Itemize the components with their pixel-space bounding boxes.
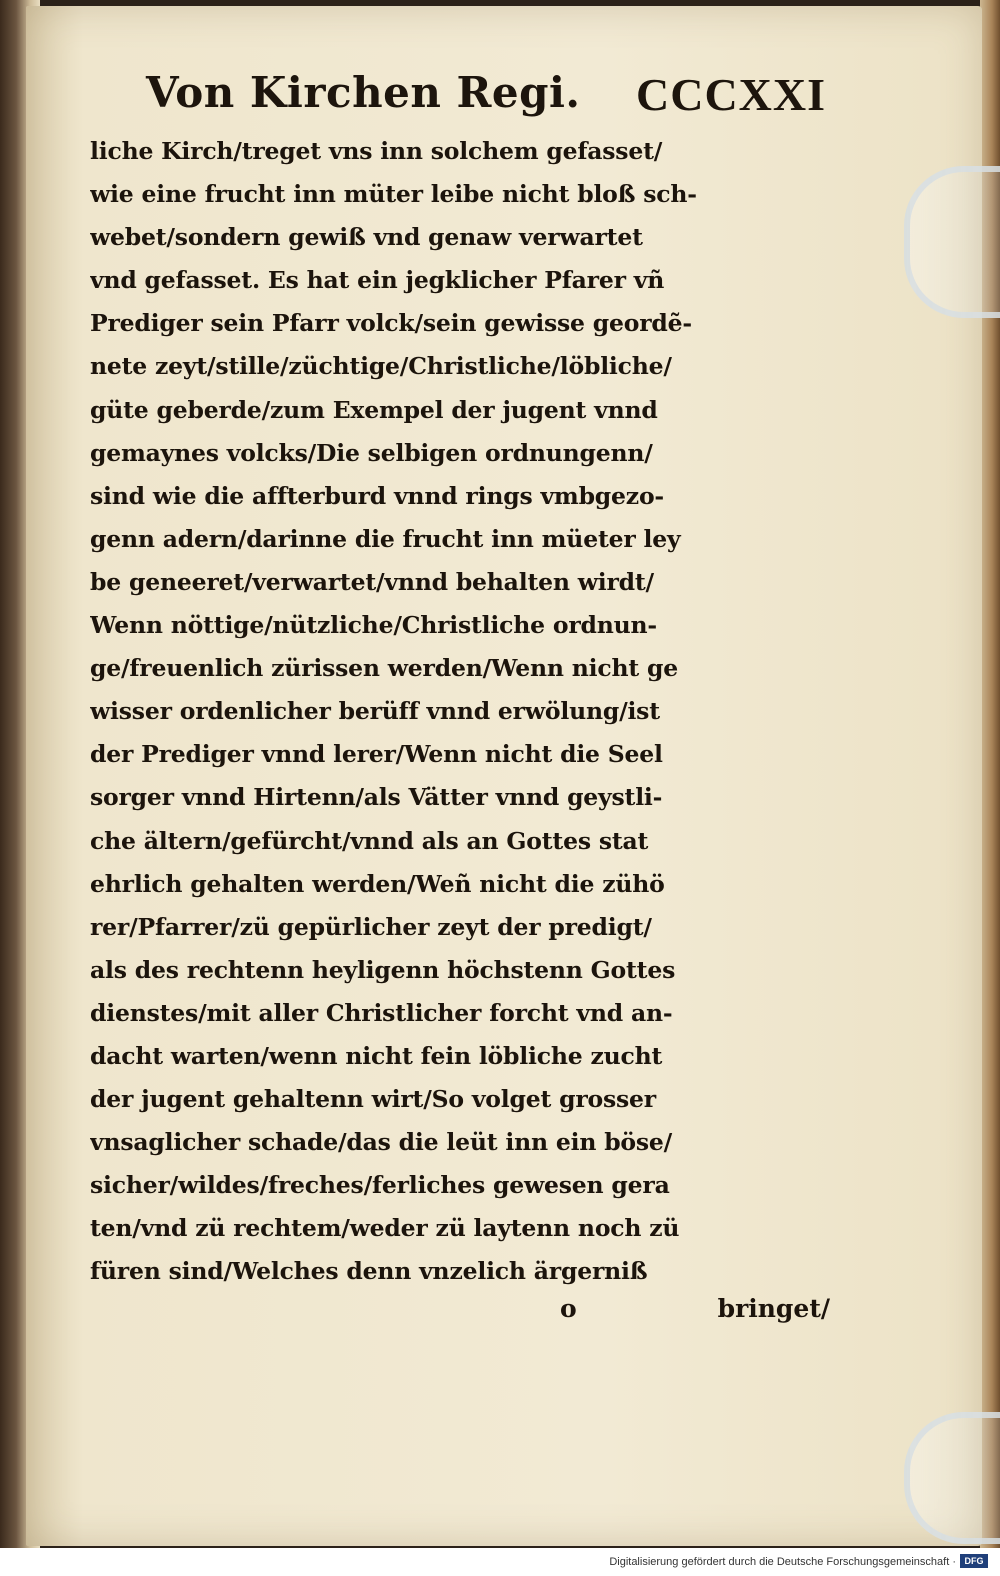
funding-credit: Digitalisierung gefördert durch die Deutsche Forschungsgemeinschaft · (609, 1556, 956, 1568)
text-line: sorger vnnd Hirtenn/als Vätter vnnd geystli- (90, 783, 663, 812)
dfg-logo-icon: DFG (960, 1554, 988, 1568)
text-line: ten/vnd zü rechtem/weder zü laytenn noch zü (90, 1214, 680, 1243)
text-line: sicher/wildes/freches/ferliches gewesen gera (90, 1171, 670, 1200)
text-line: genn adern/darinne die frucht inn müeter ley (90, 524, 681, 553)
text-line: gemaynes volcks/Die selbigen ordnungenn/ (90, 438, 653, 467)
signature-mark: o (560, 1294, 577, 1323)
text-line: der jugent gehaltenn wirt/So volget grosser (90, 1085, 656, 1114)
page-header (146, 68, 826, 128)
text-line: wie eine frucht inn müter leibe nicht bloß sch- (90, 180, 697, 209)
text-line: wisser ordenlicher berüff vnnd erwölung/ist (90, 697, 660, 726)
text-line: dienstes/mit aller Christlicher forcht vnd an- (90, 998, 673, 1027)
text-line: füren sind/Welches denn vnzelich ärgerniß (90, 1257, 648, 1286)
text-line: güte geberde/zum Exempel der jugent vnnd (90, 395, 658, 424)
text-line: vnsaglicher schade/das die leüt inn ein böse/ (90, 1128, 673, 1157)
running-head: Von Kirchen Regi. (146, 68, 581, 117)
text-line: be geneeret/verwartet/vnnd behalten wirdt/ (90, 567, 654, 596)
text-line: webet/sondern gewiß vnd genaw verwartet (90, 223, 643, 252)
text-line: dacht warten/wenn nicht fein löbliche zucht (90, 1041, 663, 1070)
page-footer (90, 1294, 830, 1342)
text-line: nete zeyt/stille/züchtige/Christliche/löbliche/ (90, 352, 672, 381)
text-line: ehrlich gehalten werden/Weñ nicht die zühö (90, 869, 665, 898)
text-line: vnd gefasset. Es hat ein jegklicher Pfarer vñ (90, 266, 665, 295)
text-line: che ältern/gefürcht/vnnd als an Gottes stat (90, 826, 649, 855)
text-line: sind wie die affterburd vnnd rings vmbgezo- (90, 481, 664, 510)
catchword: bringet/ (717, 1294, 830, 1323)
book-page (26, 6, 982, 1546)
text-line: Prediger sein Pfarr volck/sein gewisse geordẽ- (90, 309, 692, 338)
text-line: der Prediger vnnd lerer/Wenn nicht die Seel (90, 740, 663, 769)
text-line: als des rechtenn heyligenn höchstenn Gottes (90, 955, 676, 984)
text-line: rer/Pfarrer/zü gepürlicher zeyt der predigt/ (90, 912, 652, 941)
page-clip-icon (904, 166, 1000, 318)
text-line: ge/freuenlich zürissen werden/Wenn nicht ge (90, 654, 678, 683)
credit-bar (0, 1548, 1000, 1576)
folio-number: CCCXXI (636, 69, 826, 120)
body-text (90, 130, 830, 1294)
text-line: liche Kirch/treget vns inn solchem gefasset/ (90, 137, 663, 165)
text-line: Wenn nöttige/nützliche/Christliche ordnun- (90, 611, 657, 640)
